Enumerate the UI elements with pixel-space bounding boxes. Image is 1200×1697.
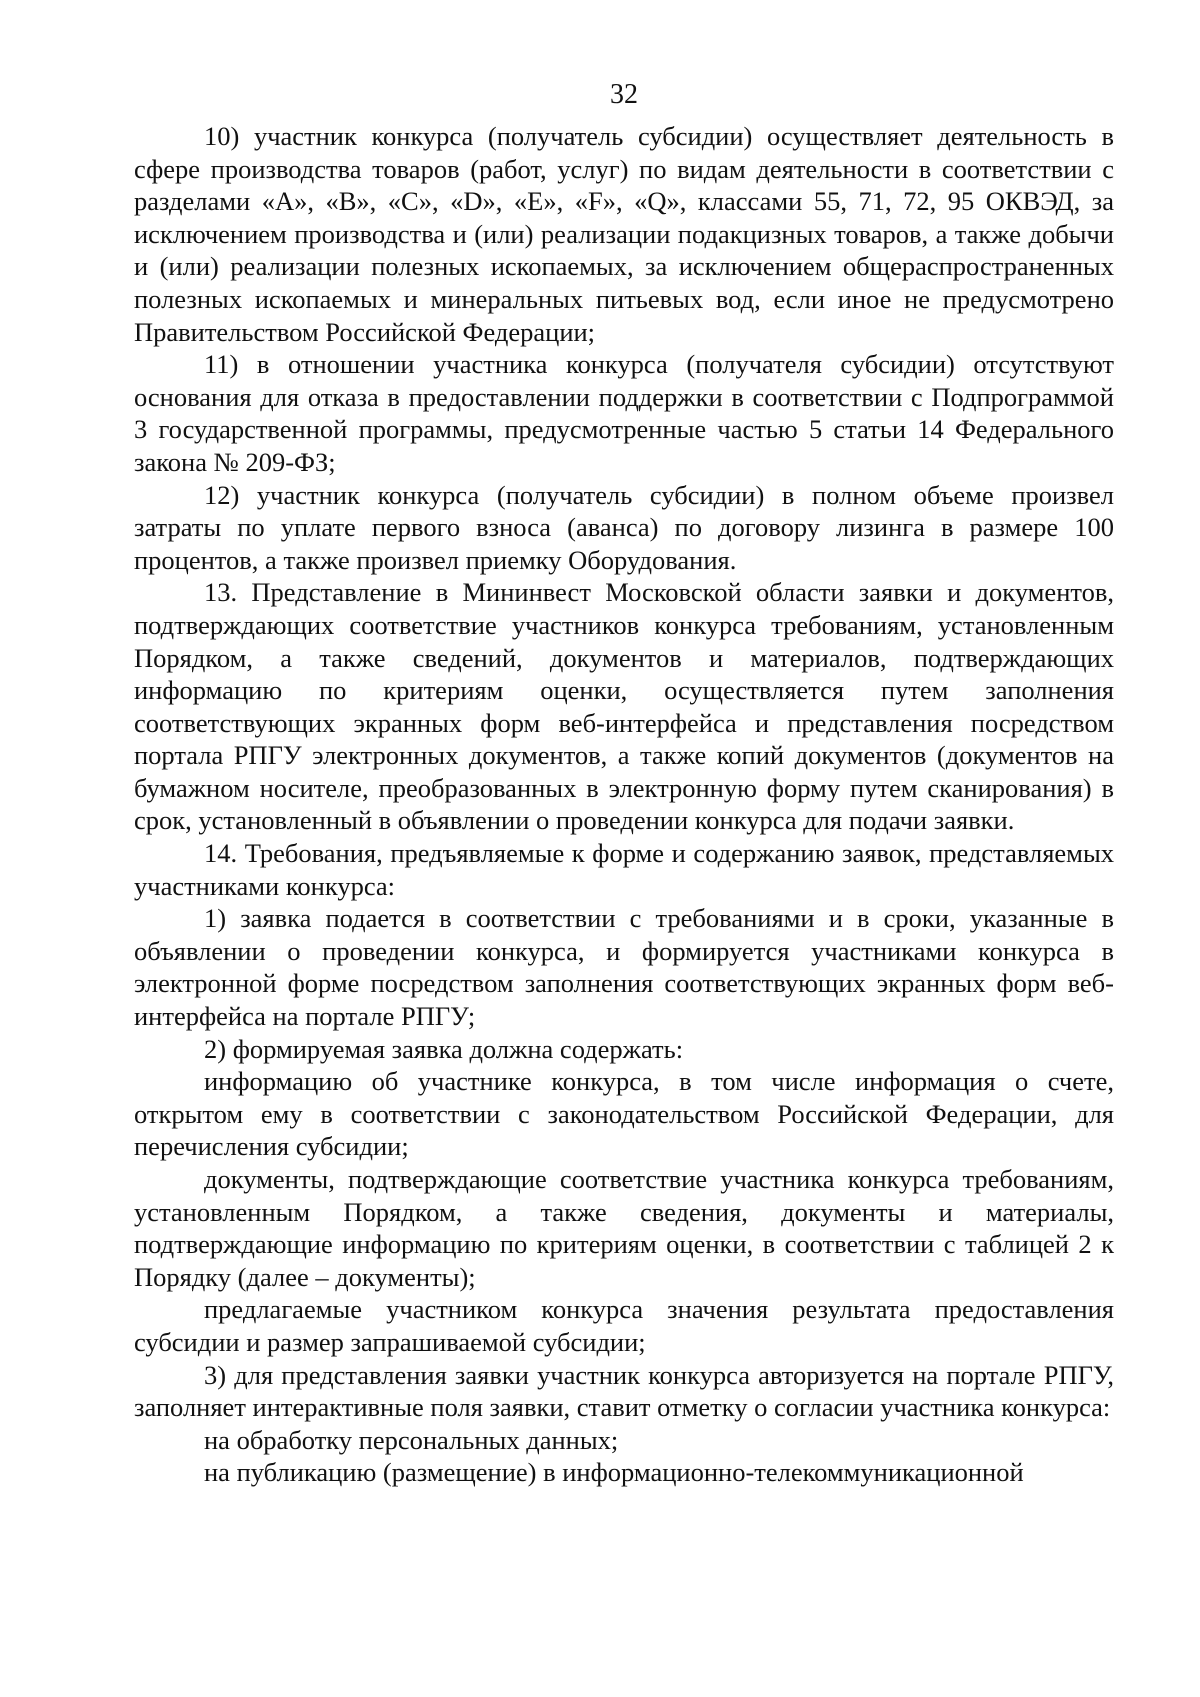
- paragraph-participant-info: информацию об участнике конкурса, в том числе информация о счете, открытом ему в соответствии с законодательством Российской Федерации, для перечисления субсидии;: [134, 1066, 1114, 1162]
- paragraph-personal-data: на обработку персональных данных;: [204, 1424, 619, 1455]
- document-body: [134, 120, 1114, 1489]
- paragraph-clause-13: 13. Представление в Мининвест Московской области заявки и документов, подтверждающих соответствие участников конкурса требованиям, установленным Порядком, а также сведений, документов и материалов, подтверждающих информацию по критериям оценки, осуществляется путем заполнения соответствующих экранных форм веб-интерфейса и представления посредством портала РПГУ электронных документов, а также копий документов (документов на бумажном носителе, преобразованных в электронную форму путем сканирования) в срок, установленный в объявлении о проведении конкурса для подачи заявки.: [134, 577, 1114, 836]
- paragraph-item-12: 12) участник конкурса (получатель субсидии) в полном объеме произвел затраты по уплате первого взноса (аванса) по договору лизинга в размере 100 процентов, а также произвел приемку Оборудования.: [134, 479, 1114, 575]
- paragraph-item-10: 10) участник конкурса (получатель субсидии) осуществляет деятельность в сфере производства товаров (работ, услуг) по видам деятельности в соответствии с разделами «А», «В», «С», «D», «Е», «F», «Q», классами 55, 71, 72, 95 ОКВЭД, за исключением производства и (или) реализации подакцизных товаров, а также добычи и (или) реализации полезных ископаемых, за исключением общераспространенных полезных ископаемых и минеральных питьевых вод, если иное не предусмотрено Правительством Российской Федерации;: [134, 121, 1114, 347]
- page-number: 32: [610, 79, 638, 110]
- paragraph-clause-14: 14. Требования, предъявляемые к форме и содержанию заявок, представляемых участниками конкурса:: [134, 838, 1114, 901]
- paragraph-subitem-1: 1) заявка подается в соответствии с требованиями и в сроки, указанные в объявлении о проведении конкурса, и формируется участниками конкурса в электронной форме посредством заполнения соответствующих экранных форм веб-интерфейса на портале РПГУ;: [134, 903, 1114, 1032]
- paragraph-documents: документы, подтверждающие соответствие участника конкурса требованиям, установленным Порядком, а также сведения, документы и материалы, подтверждающие информацию по критериям оценки, в соответствии с таблицей 2 к Порядку (далее – документы);: [134, 1164, 1114, 1292]
- paragraph-publication: на публикацию (размещение) в информационно-телекоммуникационной: [204, 1457, 1024, 1488]
- paragraph-subitem-3: 3) для представления заявки участник конкурса авторизуется на портале РПГУ, заполняет интерактивные поля заявки, ставит отметку о согласии участника конкурса:: [134, 1359, 1114, 1423]
- paragraph-item-11: 11) в отношении участника конкурса (получателя субсидии) отсутствуют основания для отказа в предоставлении поддержки в соответствии с Подпрограммой 3 государственной программы, предусмотренные частью 5 статьи 14 Федерального закона № 209-ФЗ;: [134, 349, 1114, 477]
- paragraph-proposed-values: предлагаемые участником конкурса значения результата предоставления субсидии и размер запрашиваемой субсидии;: [134, 1294, 1114, 1357]
- paragraph-subitem-2: 2) формируемая заявка должна содержать:: [204, 1033, 684, 1064]
